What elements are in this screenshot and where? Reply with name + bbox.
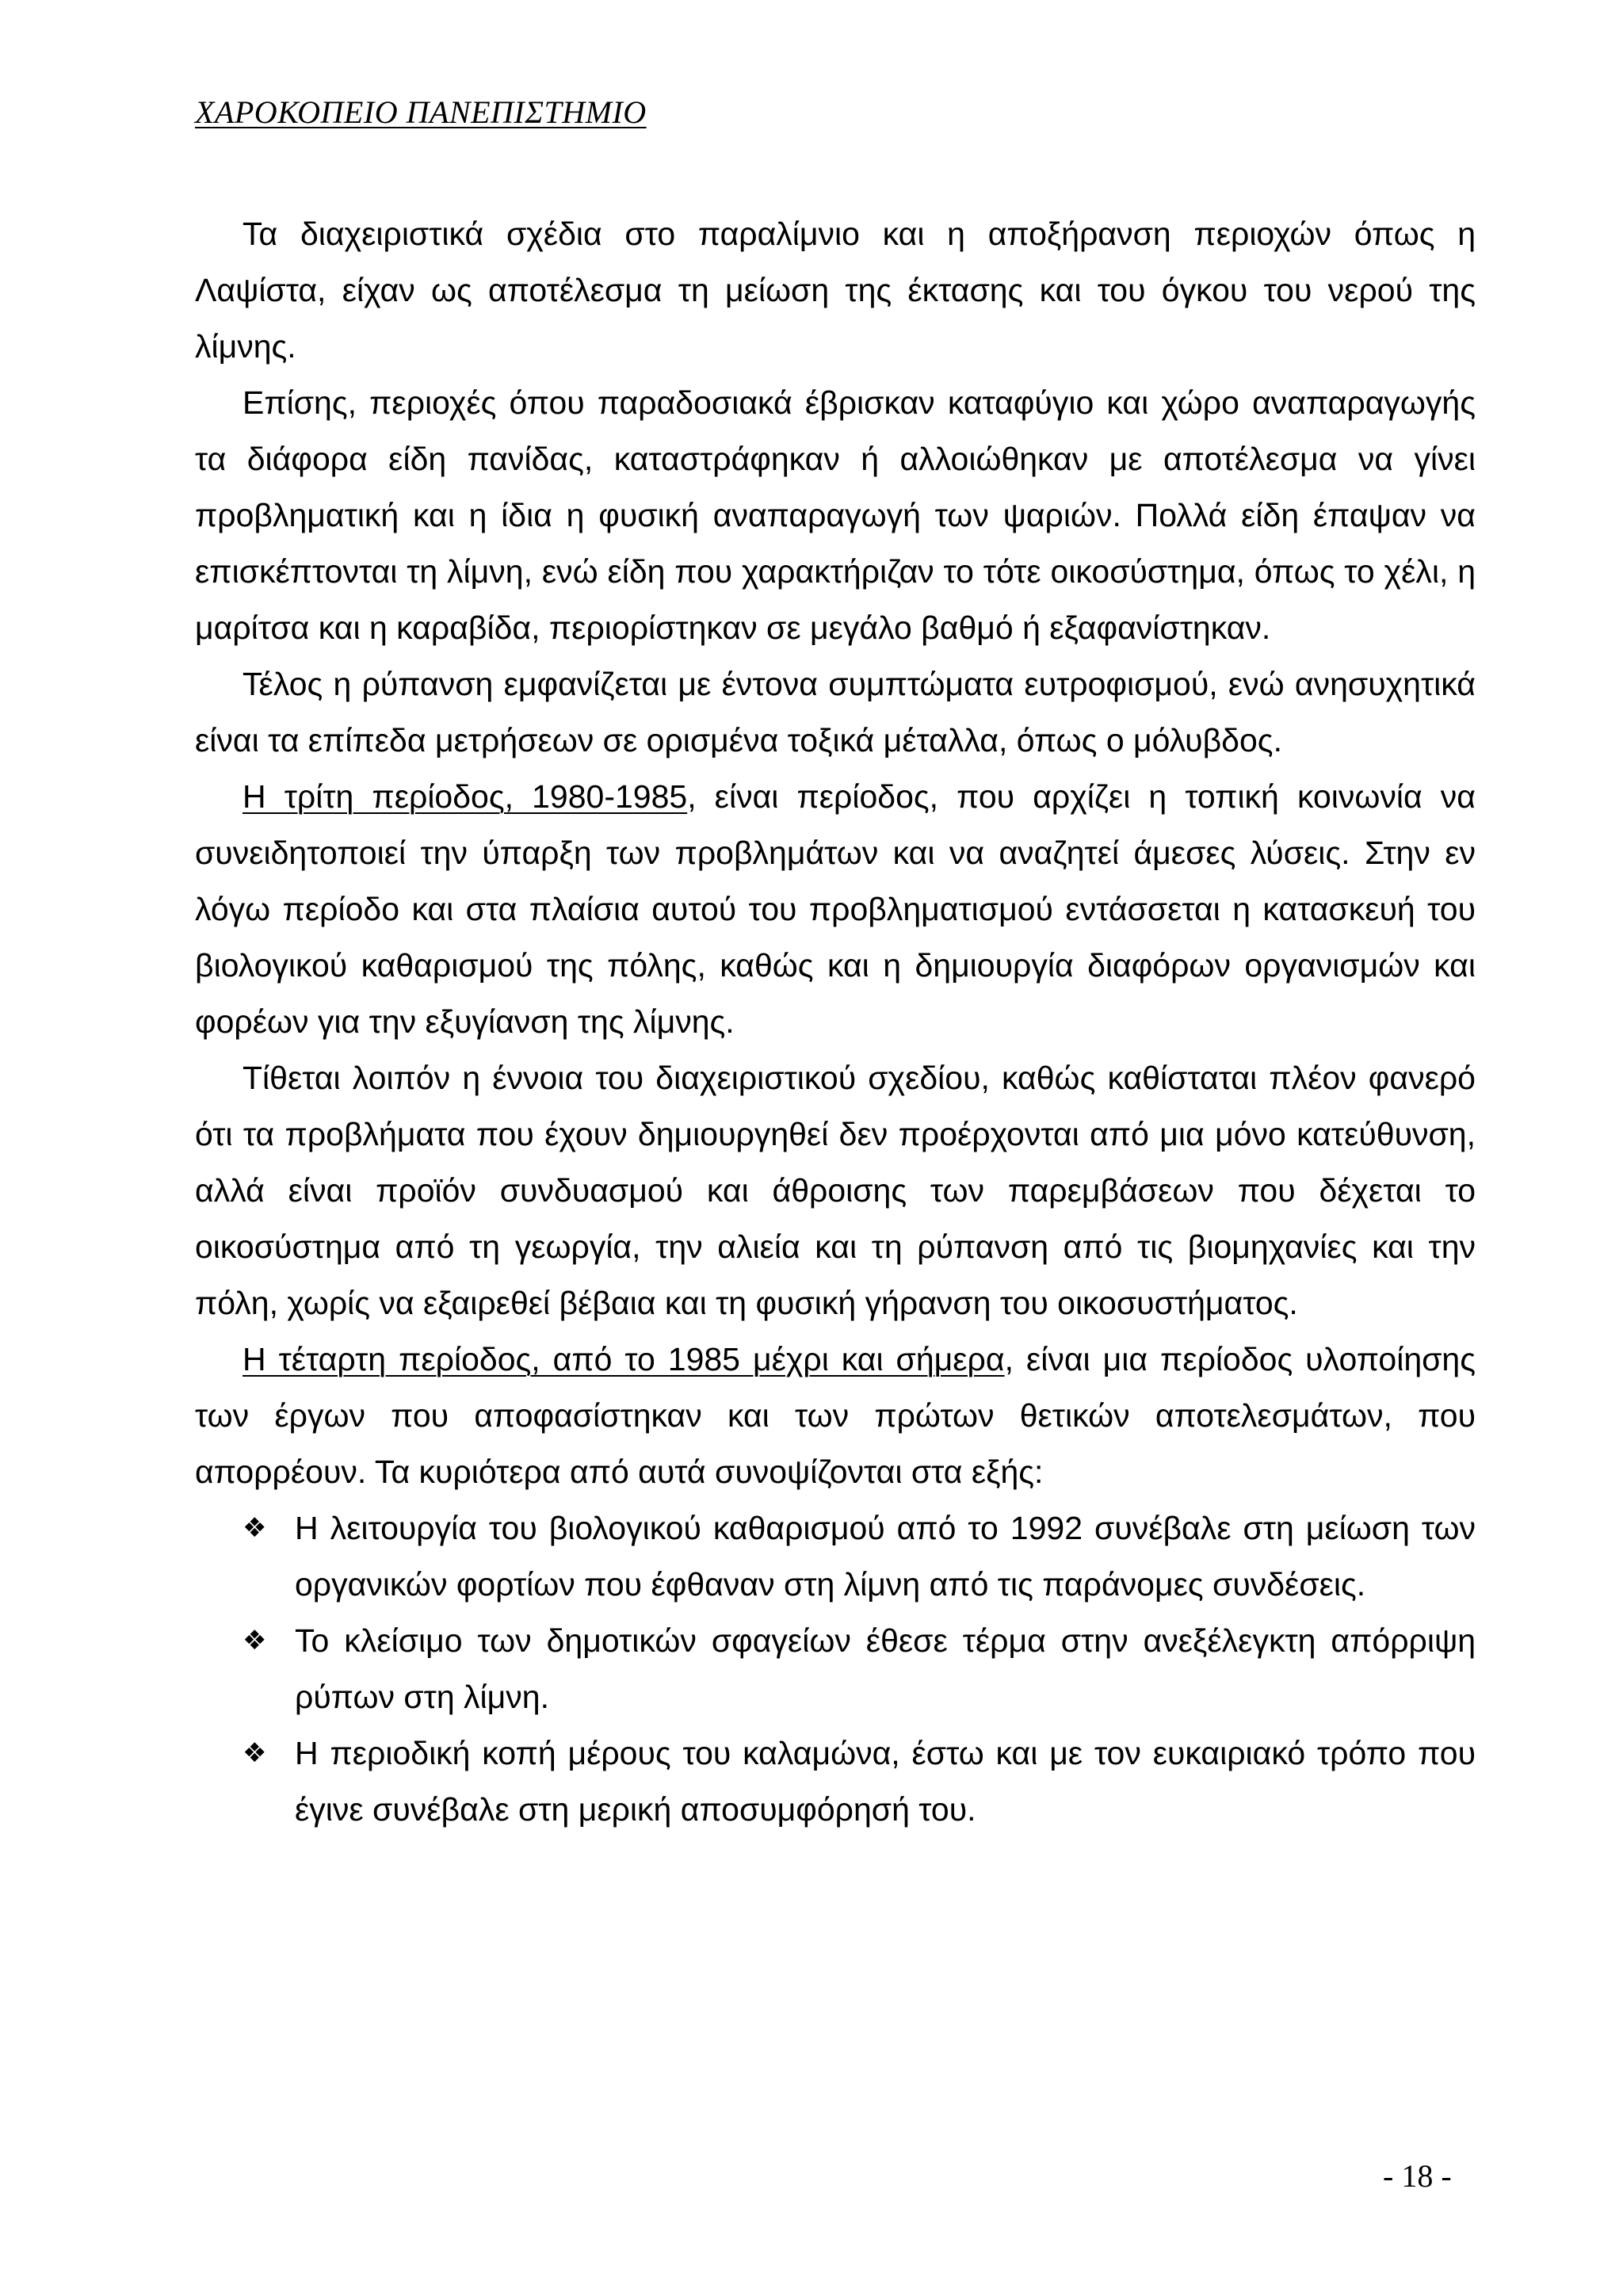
page-number: - 18 - — [1383, 2158, 1452, 2194]
paragraph-fourth-period — [195, 1331, 1476, 1500]
fourth-period-text: , είναι μια περίοδος υλοποίησης των έργων που αποφασίστηκαν και των πρώτων θετικών αποτελεσμάτων, που απορρέουν. Τα κυριότερα από αυτά συνοψίζονται στα εξής: — [195, 1341, 1476, 1490]
third-period-text: , είναι περίοδος, που αρχίζει η τοπική κοινωνία να συνειδητοποιεί την ύπαρξη των προβλημάτων και να αναζητεί άμεσες λύσεις. Στην εν λόγω περίοδο και στα πλαίσια αυτού του προβληματισμού εντάσσεται η κατασκευή του βιολογικού καθαρισμού της πόλης, καθώς και η δημιουργία διαφόρων οργανισμών και φορέων για την εξυγίανση της λίμνης. — [195, 778, 1476, 1040]
results-list — [195, 1500, 1476, 1838]
paragraph-drainage: Τα διαχειριστικά σχέδια στο παραλίμνιο και η αποξήρανση περιοχών όπως η Λαψίστα, είχαν ως αποτέλεσμα τη μείωση της έκτασης και του όγκου του νερού της λίμνης. — [195, 216, 1476, 365]
document-body — [195, 206, 1476, 1838]
list-item — [195, 1613, 1476, 1725]
paragraph-management-plan: Τίθεται λοιπόν η έννοια του διαχειριστικού σχεδίου, καθώς καθίσταται πλέον φανερό ότι τα προβλήματα που έχουν δημιουργηθεί δεν προέρχονται από μια μόνο κατεύθυνση, αλλά είναι προϊόν συνδυασμού και άθροισης των παρεμβάσεων που δέχεται το οικοσύστημα από τη γεωργία, την αλιεία και τη ρύπανση από τις βιομηχανίες και την πόλη, χωρίς να εξαιρεθεί βέβαια και τη φυσική γήρανση του οικοσυστήματος. — [195, 1060, 1476, 1321]
university-header: ΧΑΡΟΚΟΠΕΙΟ ΠΑΝΕΠΙΣΤΗΜΙΟ — [195, 94, 647, 130]
list-item-text: Η περιοδική κοπή μέρους του καλαμώνα, έστω και με τον ευκαιριακό τρόπο που έγινε συνέβαλε στη μερική αποσυμφόρησή του. — [295, 1735, 1476, 1828]
diamond-bullet-icon: ❖ — [242, 1512, 267, 1544]
list-item — [195, 1725, 1476, 1838]
fourth-period-heading: Η τέταρτη περίοδος, από το 1985 μέχρι και σήμερα — [242, 1341, 1005, 1377]
list-item-text: Η λειτουργία του βιολογικού καθαρισμού από το 1992 συνέβαλε στη μείωση των οργανικών φορτίων που έφθαναν στη λίμνη από τις παράνομες συνδέσεις. — [295, 1510, 1476, 1603]
paragraph-third-period — [195, 769, 1476, 1050]
paragraph-fauna: Επίσης, περιοχές όπου παραδοσιακά έβρισκαν καταφύγιο και χώρο αναπαραγωγής τα διάφορα είδη πανίδας, καταστράφηκαν ή αλλοιώθηκαν με αποτέλεσμα να γίνει προβληματική και η ίδια η φυσική αναπαραγωγή των ψαριών. Πολλά είδη έπαψαν να επισκέπτονται τη λίμνη, ενώ είδη που χαρακτήριζαν το τότε οικοσύστημα, όπως το χέλι, η μαρίτσα και η καραβίδα, περιορίστηκαν σε μεγάλο βαθμό ή εξαφανίστηκαν. — [195, 384, 1476, 646]
list-item — [195, 1500, 1476, 1613]
third-period-heading: Η τρίτη περίοδος, 1980-1985 — [242, 778, 688, 815]
diamond-bullet-icon: ❖ — [242, 1625, 267, 1656]
diamond-bullet-icon: ❖ — [242, 1737, 267, 1769]
paragraph-pollution: Τέλος η ρύπανση εμφανίζεται με έντονα συμπτώματα ευτροφισμού, ενώ ανησυχητικά είναι τα επίπεδα μετρήσεων σε ορισμένα τοξικά μέταλλα, όπως ο μόλυβδος. — [195, 666, 1476, 758]
list-item-text: Το κλείσιμο των δημοτικών σφαγείων έθεσε τέρμα στην ανεξέλεγκτη απόρριψη ρύπων στη λίμνη. — [295, 1622, 1476, 1715]
